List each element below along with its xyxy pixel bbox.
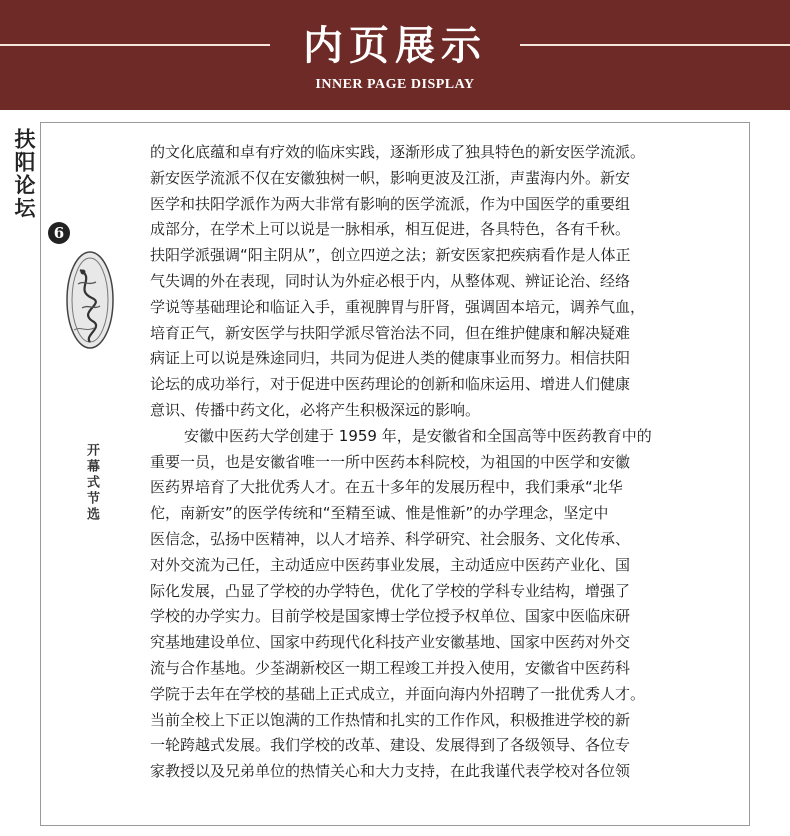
- text-line: 病证上可以说是殊途同归，共同为促进人类的健康事业而努力。相信扶阳: [150, 349, 631, 368]
- text-line: 意识、传播中药文化，必将产生积极深远的影响。: [150, 400, 481, 419]
- volume-number-badge: 6: [48, 222, 70, 244]
- text-line: 学校的办学实力。目前学校是国家博士学位授予权单位、国家中医临床研: [150, 607, 631, 626]
- text-line: 气失调的外在表现，同时认为外症必根于内，从整体观、辨证论治、经络: [150, 271, 631, 290]
- text-line: 的文化底蕴和卓有疗效的临床实践，逐渐形成了独具特色的新安医学流派。: [150, 143, 646, 161]
- paragraph: [150, 140, 710, 424]
- banner-title: 内页展示: [303, 23, 487, 69]
- text-line: 对外交流为己任，主动适应中医药事业发展，主动适应中医药产业化、国: [150, 555, 631, 574]
- paragraph: [150, 424, 710, 785]
- text-line: 际化发展，凸显了学校的办学特色，优化了学校的学科专业结构，增强了: [150, 581, 631, 600]
- text-line: 学说等基础理论和临证入手，重视脾胃与肝肾，强调固本培元，调养气血，: [150, 297, 646, 316]
- page-body-text: [150, 140, 710, 785]
- text-line: 扶阳学派强调“阳主阴从”，创立四逆之法；新安医家把疾病看作是人体正: [150, 246, 631, 265]
- text-line: 一轮跨越式发展。我们学校的改革、建设、发展得到了各级领导、各位专: [150, 736, 631, 755]
- text-line: 究基地建设单位、国家中药现代化科技产业安徽基地、国家中医药对外交: [150, 633, 631, 652]
- banner-subtitle: INNER PAGE DISPLAY: [315, 77, 475, 92]
- text-line: 重要一员，也是安徽省唯一一所中医药本科院校，为祖国的中医学和安徽: [150, 452, 631, 471]
- text-line: 培育正气，新安医学与扶阳学派尽管治法不同，但在维护健康和解决疑难: [150, 323, 631, 342]
- text-line: 流与合作基地。少荃湖新校区一期工程竣工并投入使用，安徽省中医药科: [150, 658, 631, 677]
- text-line: 学院于去年在学校的基础上正式成立，并面向海内外招聘了一批优秀人才。: [150, 684, 646, 703]
- text-line: 成部分，在学术上可以说是一脉相承，相互促进，各具特色，各有千秋。: [150, 220, 631, 239]
- book-title-vertical: 扶阳论坛: [12, 128, 37, 220]
- text-line: 新安医学流派不仅在安徽独树一帜，影响更波及江浙，声蜚海内外。新安: [150, 168, 631, 187]
- text-line: 佗，南新安”的医学传统和“至精至诚、惟是惟新”的办学理念，坚定中: [150, 504, 609, 523]
- header-banner: [0, 0, 790, 110]
- text-line: 当前全校上下正以饱满的工作热情和扎实的工作作风，积极推进学校的新: [150, 710, 631, 729]
- text-line: 医学和扶阳学派作为两大非常有影响的医学流派，作为中国医学的重要组: [150, 194, 631, 213]
- text-line: 安徽中医药大学创建于 1959 年，是安徽省和全国高等中医药教育中的: [184, 426, 652, 445]
- text-line: 家教授以及兄弟单位的热情关心和大力支持，在此我谨代表学校对各位领: [150, 762, 631, 781]
- text-line: 医药界培育了大批优秀人才。在五十多年的发展历程中，我们秉承“北华: [150, 478, 623, 497]
- text-line: 医信念，弘扬中医精神，以人才培养、科学研究、社会服务、文化传承、: [150, 529, 631, 548]
- section-name-vertical: 开幕式节选: [84, 443, 99, 523]
- dragon-medallion-icon: [66, 250, 114, 350]
- text-line: 论坛的成功举行，对于促进中医药理论的创新和临床运用、增进人们健康: [150, 375, 631, 394]
